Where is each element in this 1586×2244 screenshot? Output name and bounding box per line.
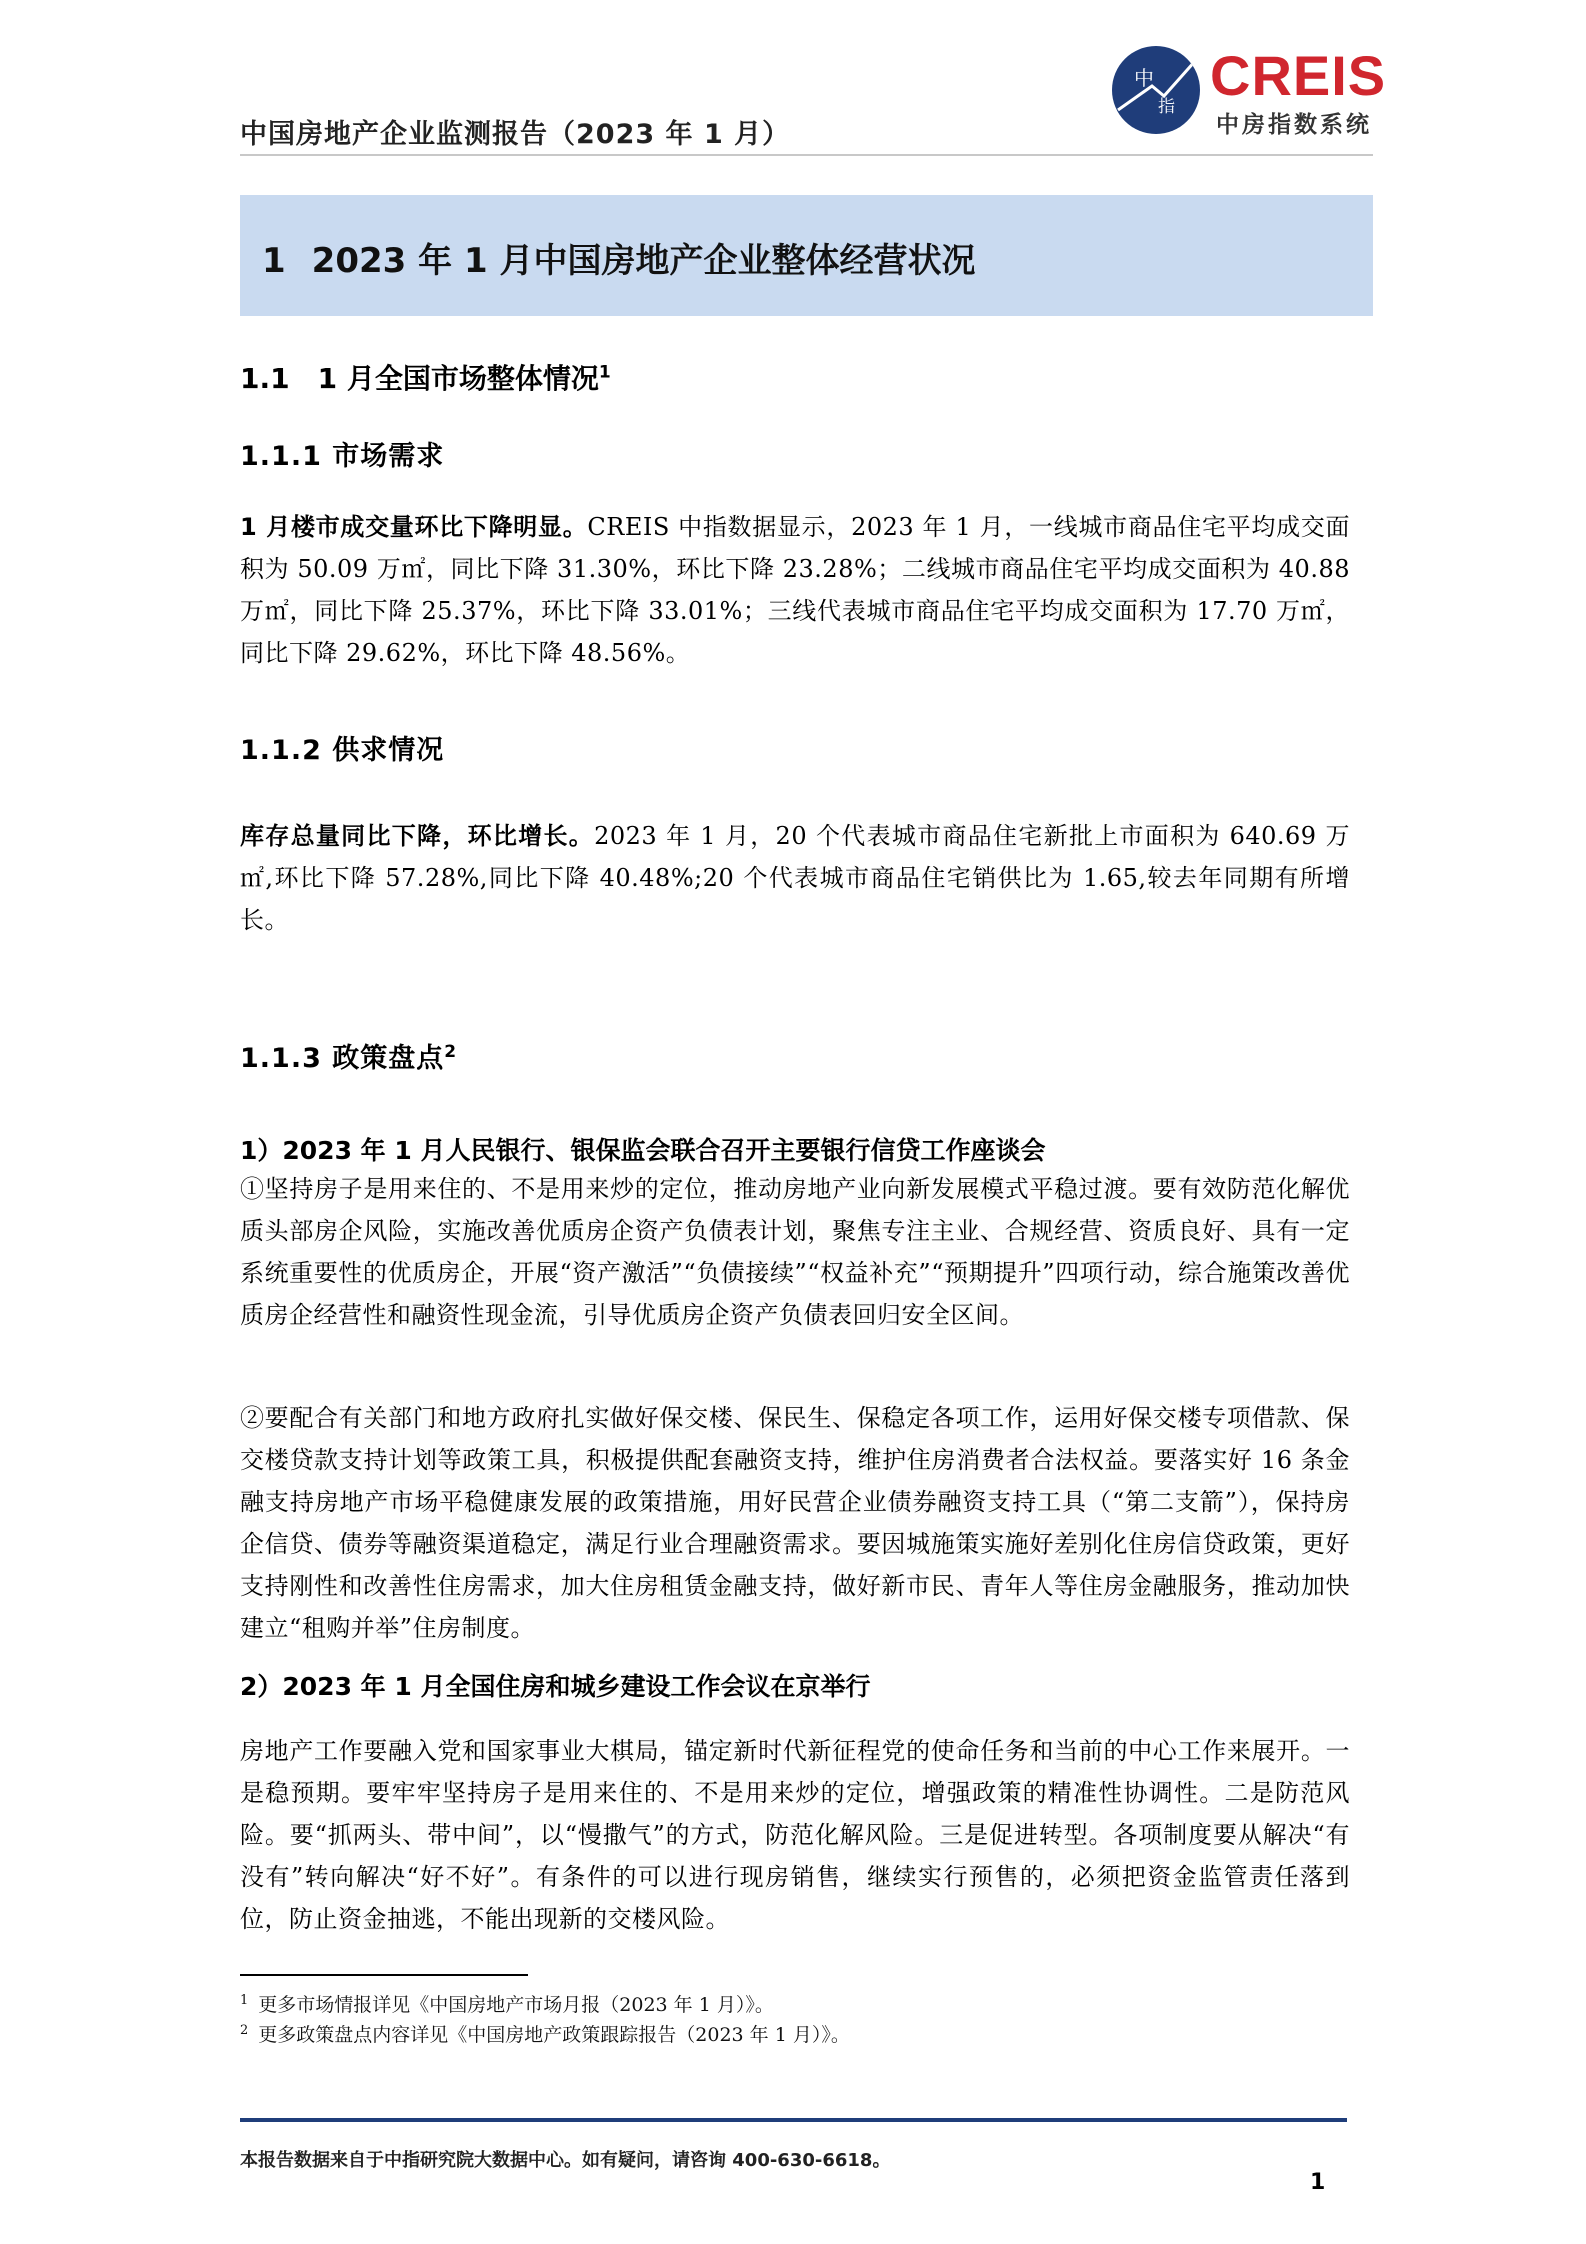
footnote-2-text: 更多政策盘点内容详见《中国房地产政策跟踪报告（2023 年 1 月）》。: [258, 2024, 850, 2046]
footnote-1-mark: 1: [240, 1992, 249, 2008]
policy-2-paragraph: 房地产工作要融入党和国家事业大棋局，锚定新时代新征程党的使命任务和当前的中心工作来展开。一是稳预期。要牢牢坚持房子是用来住的、不是用来炒的定位，增强政策的精准性协调性。二是防范风险。要“抓两头、带中间”，以“慢撒气”的方式，防范化解风险。三是促进转型。各项制度要从解决“有没有”转向解决“好不好”。有条件的可以进行现房销售，继续实行预售的，必须把资金监管责任落到位，防止资金抽逃，不能出现新的交楼风险。: [240, 1737, 1350, 1933]
supply-body: 2023 年 1 月，20 个代表城市商品住宅新批上市面积为 640.69 万㎡,环比下降 57.28%,同比下降 40.48%;20 个代表城市商品住宅销供比为 1.65,较去年同期有所增长。: [240, 822, 1350, 934]
demand-body: CREIS 中指数据显示，2023 年 1 月，一线城市商品住宅平均成交面积为 50.09 万㎡，同比下降 31.30%，环比下降 23.28%；二线城市商品住宅平均成交面积为 40.88 万㎡，同比下降 25.37%，环比下降 33.01%；三线代表城市商品住宅平均成交面积为 17.70 万㎡，同比下降 29.62%，环比下降 48.56%。: [240, 513, 1350, 667]
footnote-ref-2[interactable]: 2: [444, 1042, 458, 1062]
logo-wordmark: CREIS: [1210, 44, 1387, 107]
demand-lead: 1 月楼市成交量环比下降明显。: [240, 513, 588, 541]
supply-lead: 库存总量同比下降，环比增长。: [240, 822, 595, 850]
policy-1-point-2: ②要配合有关部门和地方政府扎实做好保交楼、保民生、保稳定各项工作，运用好保交楼专项借款、保交楼贷款支持计划等政策工具，积极提供配套融资支持，维护住房消费者合法权益。要落实好 16 条金融支持房地产市场平稳健康发展的政策措施，用好民营企业债券融资支持工具（“第二支箭”），保持房企信贷、债券等融资渠道稳定，满足行业合理融资需求。要因城施策实施好差别化住房信贷政策，更好支持刚性和改善性住房需求，加大住房租赁金融支持，做好新市民、青年人等住房金融服务，推动加快建立“租购并举”住房制度。: [240, 1404, 1350, 1642]
demand-paragraph: [240, 506, 1350, 674]
creis-logo: [1112, 44, 1432, 144]
footnote-ref-1[interactable]: 1: [598, 362, 611, 383]
footnote-1-text: 更多市场情报详见《中国房地产市场月报（2023 年 1 月）》。: [258, 1994, 774, 2016]
logo-subtitle: 中房指数系统: [1216, 112, 1372, 138]
logo-emblem-icon: [1112, 46, 1200, 134]
section-1-1-heading: [240, 357, 611, 397]
chapter-number: 1: [262, 241, 286, 281]
page-number: 1: [1310, 2170, 1326, 2195]
policy-1-title: 1）2023 年 1 月人民银行、银保监会联合召开主要银行信贷工作座谈会: [240, 1136, 1046, 1165]
section-1-1-title: 1.1 1 月全国市场整体情况: [240, 362, 599, 395]
policy-1-point-1: ①坚持房子是用来住的、不是用来炒的定位，推动房地产业向新发展模式平稳过渡。要有效防范化解优质头部房企风险，实施改善优质房企资产负债表计划，聚焦专注主业、合规经营、资质良好、具有一定系统重要性的优质房企，开展“资产激活”“负债接续”“权益补充”“预期提升”四项行动，综合施策改善优质房企经营性和融资性现金流，引导优质房企资产负债表回归安全区间。: [240, 1175, 1350, 1329]
chapter-banner: [240, 195, 1373, 316]
header-divider: [240, 154, 1373, 156]
report-header-title: 中国房地产企业监测报告（2023 年 1 月）: [240, 119, 791, 150]
section-1-1-3-heading: [240, 1036, 457, 1075]
policy-2-title: 2）2023 年 1 月全国住房和城乡建设工作会议在京举行: [240, 1672, 871, 1701]
footnote-1: [240, 1990, 774, 2017]
footnote-2: [240, 2020, 850, 2047]
footer-note: 本报告数据来自于中指研究院大数据中心。如有疑问，请咨询 400-630-6618。: [240, 2150, 891, 2171]
footer-divider: [240, 2118, 1347, 2122]
footnote-divider: [240, 1974, 528, 1976]
supply-paragraph: [240, 815, 1350, 941]
section-1-1-1-heading: 1.1.1 市场需求: [240, 441, 445, 472]
logo-char-1: 中: [1134, 66, 1154, 90]
section-1-1-2-heading: 1.1.2 供求情况: [240, 735, 445, 766]
chapter-title-text: 2023 年 1 月中国房地产企业整体经营状况: [311, 241, 976, 281]
footnote-2-mark: 2: [240, 2022, 249, 2038]
chapter-title: [262, 233, 975, 282]
section-1-1-3-title: 1.1.3 政策盘点: [240, 1043, 445, 1074]
logo-char-2: 指: [1158, 97, 1175, 117]
